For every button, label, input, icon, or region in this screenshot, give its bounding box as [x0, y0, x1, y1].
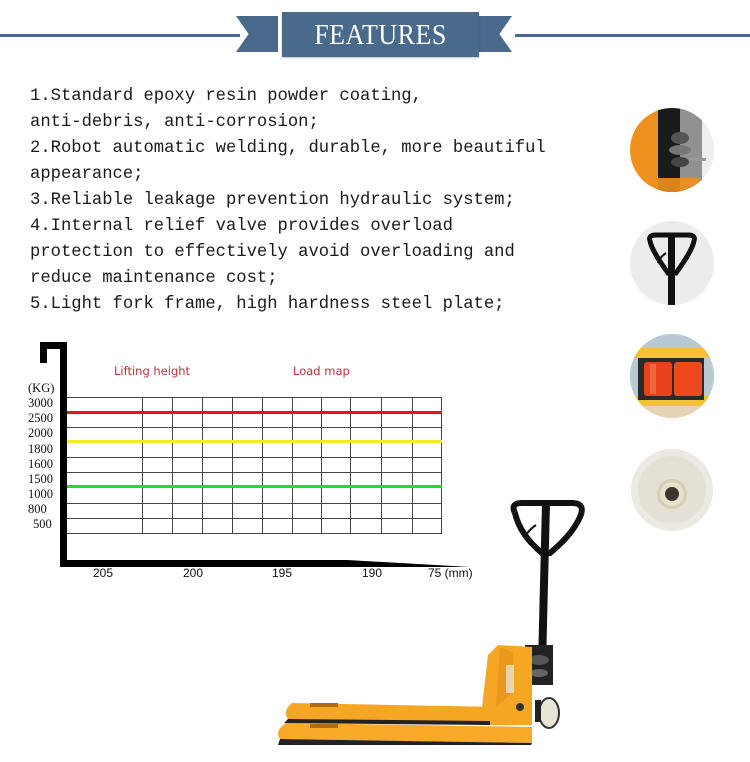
banner-line-right [515, 34, 750, 37]
grid-line [67, 427, 442, 428]
y-tick: 1000 [28, 487, 53, 501]
ribbon-tail-left [236, 16, 278, 52]
feature-line: 2.Robot automatic welding, durable, more beautiful [30, 139, 546, 158]
y-tick: 3000 [28, 396, 53, 410]
y-tick: 2000 [28, 426, 53, 440]
y-axis-unit: (KG) [28, 381, 55, 395]
feature-line: 3.Reliable leakage prevention hydraulic system; [30, 191, 515, 210]
feature-line: 5.Light fork frame, high hardness steel plate; [30, 295, 505, 314]
chart-y-axis [60, 342, 67, 567]
y-tick: 800 [28, 502, 47, 516]
chart-label-lifting-height: Lifting height [114, 364, 191, 378]
feature-line: anti-debris, anti-corrosion; [30, 113, 319, 132]
thumbnail-roller [630, 334, 714, 418]
grid-line [67, 472, 442, 473]
y-tick: 1800 [28, 442, 53, 456]
y-tick: 2500 [28, 411, 53, 425]
feature-line: 4.Internal relief valve provides overload [30, 217, 453, 236]
banner-line-left [0, 34, 240, 37]
thumbnail-hydraulic-pump [630, 108, 714, 192]
feature-line: 1.Standard epoxy resin powder coating, [30, 87, 422, 106]
grid-line [172, 397, 173, 533]
grid-line [67, 457, 442, 458]
x-tick: 205 [93, 566, 114, 580]
chart-label-load-map: Load map [293, 364, 350, 378]
grid-line [262, 397, 263, 533]
y-tick: 1600 [28, 457, 53, 471]
grid-line [202, 397, 203, 533]
load-band-green [67, 485, 442, 488]
load-band-red [67, 411, 442, 414]
x-tick: 195 [272, 566, 293, 580]
banner-title: FEATURES [314, 18, 447, 50]
x-tick: 75 (mm) [428, 566, 473, 580]
roller-image [630, 334, 714, 418]
thumbnail-handle [630, 221, 714, 305]
grid-line [67, 397, 442, 398]
feature-line: appearance; [30, 165, 144, 184]
pallet-truck-image [270, 495, 590, 745]
banner-title-box [282, 12, 479, 57]
feature-line: reduce maintenance cost; [30, 269, 278, 288]
grid-line [142, 397, 143, 533]
thumbnail-wheel [630, 448, 714, 532]
feature-line: protection to effectively avoid overloading and [30, 243, 515, 262]
features-list [30, 84, 570, 318]
nylon-wheel-image [630, 448, 714, 532]
handle-image [630, 221, 714, 305]
x-tick: 200 [183, 566, 204, 580]
x-tick: 190 [362, 566, 383, 580]
y-tick: 500 [33, 517, 52, 531]
y-tick: 1500 [28, 472, 53, 486]
chart-axis-hook-tip [40, 342, 47, 363]
load-band-yellow [67, 440, 442, 443]
grid-line [232, 397, 233, 533]
hydraulic-pump-image [630, 108, 714, 192]
